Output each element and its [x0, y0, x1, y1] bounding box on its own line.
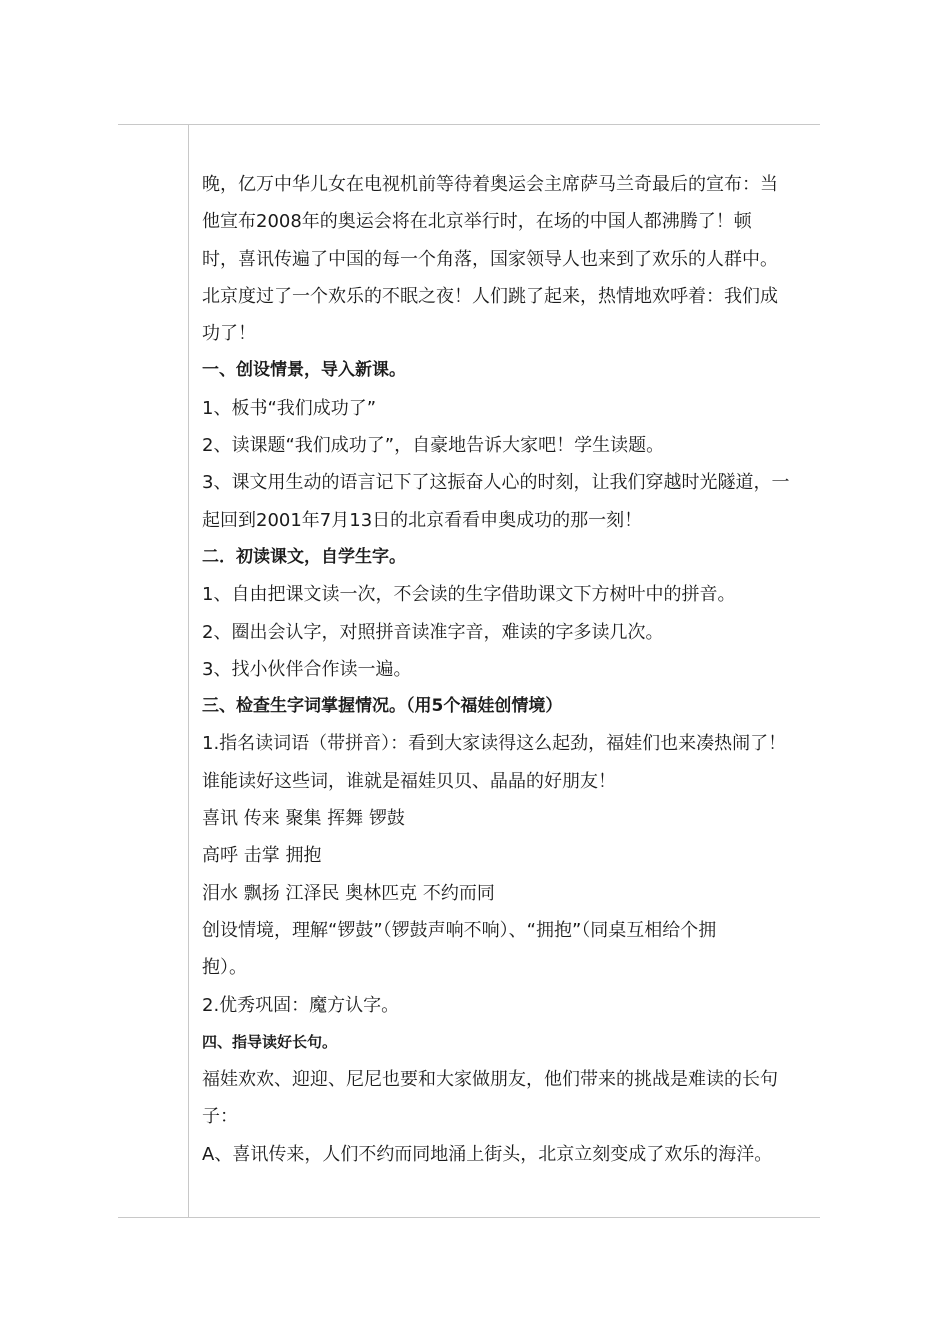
word-list-line: 泪水 飘扬 江泽民 奥林匹克 不约而同	[202, 882, 495, 904]
section-heading: 二．初读课文，自学生字。	[202, 546, 406, 567]
list-item: 1、板书“我们成功了”	[202, 397, 377, 419]
section-heading: 四、指导读好长句。	[202, 1032, 338, 1051]
paragraph-line: 功了！	[202, 323, 256, 345]
table-bottom-border	[118, 1217, 820, 1218]
list-item: 2、读课题“我们成功了”，自豪地告诉大家吧！学生读题。	[202, 435, 665, 457]
table-top-border	[118, 124, 820, 125]
paragraph-line: 子：	[202, 1106, 238, 1128]
paragraph-line: 谁能读好这些词，谁就是福娃贝贝、晶晶的好朋友！	[202, 770, 616, 792]
paragraph-line: 他宣布2008年的奥运会将在北京举行时，在场的中国人都沸腾了！顿	[202, 211, 752, 233]
list-item: 1、自由把课文读一次，不会读的生字借助课文下方树叶中的拼音。	[202, 584, 736, 606]
paragraph-line: 起回到2001年7月13日的北京看看申奥成功的那一刻！	[202, 509, 643, 531]
document-body	[202, 166, 812, 1173]
paragraph-line: 抱）。	[202, 957, 247, 979]
list-item: 1.指名读词语（带拼音）：看到大家读得这么起劲，福娃们也来凑热闹了！	[202, 733, 787, 755]
list-item: 3、找小伙伴合作读一遍。	[202, 658, 412, 680]
example-sentence: A、喜讯传来，人们不约而同地涌上街头，北京立刻变成了欢乐的海洋。	[202, 1143, 773, 1165]
section-heading: 三、检查生字词掌握情况。（用5个福娃创情境）	[202, 696, 563, 717]
section-heading: 一、创设情景，导入新课。	[202, 360, 406, 381]
paragraph-line: 晚，亿万中华儿女在电视机前等待着奥运会主席萨马兰奇最后的宣布：当	[202, 174, 778, 195]
list-item: 2.优秀巩固：魔方认字。	[202, 994, 400, 1016]
list-item: 2、圈出会认字，对照拼音读准字音，难读的字多读几次。	[202, 621, 664, 643]
paragraph-line: 时，喜讯传遍了中国的每一个角落，国家领导人也来到了欢乐的人群中。	[202, 248, 778, 270]
list-item: 3、课文用生动的语言记下了这振奋人心的时刻，让我们穿越时光隧道，一	[202, 472, 790, 494]
word-list-line: 喜讯 传来 聚集 挥舞 锣鼓	[202, 808, 405, 830]
word-list-line: 高呼 击掌 拥抱	[202, 845, 322, 867]
paragraph-line: 北京度过了一个欢乐的不眠之夜！人们跳了起来，热情地欢呼着：我们成	[202, 285, 778, 307]
paragraph-line: 创设情境，理解“锣鼓”（锣鼓声响不响）、“拥抱”（同桌互相给个拥	[202, 919, 717, 941]
table-left-border	[188, 124, 189, 1217]
paragraph-line: 福娃欢欢、迎迎、尼尼也要和大家做朋友，他们带来的挑战是难读的长句	[202, 1069, 778, 1091]
